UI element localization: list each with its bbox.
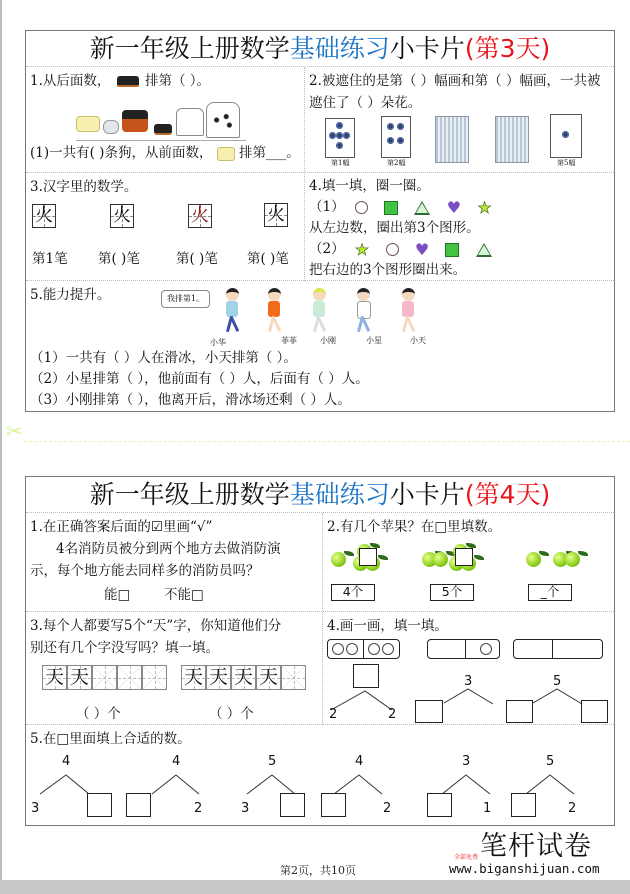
title-day: (第3天) <box>464 34 551 63</box>
speech-bubble: 我排第1。 <box>161 290 210 308</box>
title-mid: 小卡片 <box>389 34 465 63</box>
title-prefix: 新一年级上册数学 <box>89 34 290 63</box>
question-5 <box>26 282 614 412</box>
stroke-label: 第( )笔 <box>247 251 289 267</box>
q5-title: 5.在□里面填上合适的数。 <box>30 731 191 747</box>
stroke-label: 第1笔 <box>32 251 68 267</box>
card-day-3 <box>25 30 615 412</box>
q2-title: 2.有几个苹果？在□里填数。 <box>327 519 502 535</box>
q2-text: 2.被遮住的是第（ ）幅画和第（ ）幅画，一共被遮住了（ ）朵花。 <box>309 73 601 111</box>
apple-icon <box>331 552 346 567</box>
painting-label: 第1幅 <box>331 159 350 167</box>
page-edge <box>0 0 2 880</box>
tree-number: 2 <box>383 801 392 816</box>
tree-number: 3 <box>462 754 471 769</box>
char-box-stroke-2: 火 <box>110 204 134 228</box>
dachshund-icon <box>117 76 139 87</box>
answer-box[interactable] <box>126 793 151 817</box>
char-grid-written: 天 <box>256 665 281 690</box>
char-grid-empty <box>142 665 167 690</box>
card-title <box>26 477 614 513</box>
painting-label: 第2幅 <box>387 159 406 167</box>
kid-name: 小刚 <box>320 336 336 345</box>
scissors-icon: ✂ <box>6 419 23 443</box>
char-grid-written: 天 <box>42 665 67 690</box>
square-icon <box>445 243 459 257</box>
q5-line: （3）小刚排第（ ），他离开后，滑冰场还剩（ ）人。 <box>30 392 351 408</box>
divider <box>26 172 614 173</box>
german-shepherd-icon <box>122 110 148 132</box>
q1-text-b: 排第（ ）。 <box>144 73 211 89</box>
q3-text: 别还有几个字没写吗？填一填。 <box>30 640 219 656</box>
tree-number: 2 <box>388 707 397 722</box>
kid-name: 小天 <box>410 336 426 345</box>
title-day: (第4天) <box>464 480 551 509</box>
shape-row-1: （1） ♥ ★ <box>309 197 492 217</box>
answer-box[interactable] <box>506 700 533 723</box>
card-title <box>26 31 614 67</box>
heart-icon: ♥ <box>414 239 430 259</box>
stroke-label: 第( )笔 <box>98 251 140 267</box>
painting-2 <box>381 116 411 158</box>
painting-1 <box>325 118 355 158</box>
apple-icon <box>565 552 580 567</box>
count-box[interactable]: _个 <box>528 584 572 601</box>
answer-box[interactable] <box>511 793 536 817</box>
question-5 <box>26 726 614 826</box>
yellow-dog-icon <box>217 147 235 161</box>
q1-sub-text: (1)一共有( )条狗，从前面数， <box>30 145 213 161</box>
q4-title: 4.画一画，填一填。 <box>327 618 448 634</box>
question-3 <box>26 613 322 724</box>
triangle-icon <box>476 243 492 257</box>
char-box-stroke-3: 火 <box>188 204 212 228</box>
question-2 <box>305 68 614 172</box>
shape-row-2: （2） ★ ♥ <box>309 239 610 260</box>
brand-url: www.biganshijuan.com <box>449 861 600 876</box>
star-icon: ★ <box>354 239 370 259</box>
char-box-stroke-4: 火 <box>264 203 288 227</box>
title-highlight: 基础练习 <box>289 34 390 63</box>
tree-number: 5 <box>546 754 555 769</box>
stroke-label: 第( )笔 <box>176 251 218 267</box>
char-grid-empty <box>281 665 306 690</box>
tree-number: 5 <box>268 754 277 769</box>
painting-3-covered <box>435 116 469 163</box>
title-mid: 小卡片 <box>389 480 465 509</box>
question-3 <box>26 174 304 280</box>
kid-xiaoxing <box>351 288 375 336</box>
painting-5 <box>550 114 582 158</box>
triangle-icon <box>414 201 430 215</box>
question-1 <box>26 68 304 172</box>
tree-number: 3 <box>31 801 40 816</box>
brand-tag: 全部免费 <box>454 854 479 861</box>
answer-box[interactable] <box>359 548 377 566</box>
kid-name: 菲菲 <box>281 336 297 345</box>
tree-number: 4 <box>172 754 181 769</box>
question-1 <box>26 514 322 611</box>
answer-box[interactable] <box>87 793 112 817</box>
title-prefix: 新一年级上册数学 <box>89 480 290 509</box>
q3-title: 3.汉字里的数学。 <box>30 179 138 195</box>
poodle-icon <box>103 120 119 134</box>
q1-text: 示，每个地方能去同样多的消防员吗？ <box>30 563 260 579</box>
count-box: 4个 <box>331 584 375 601</box>
answer-box[interactable] <box>427 793 452 817</box>
q5-title: 5.能力提升。 <box>30 287 111 303</box>
heart-icon: ♥ <box>446 197 462 217</box>
q4-instruction-2: 把右边的3个图形圈出来。 <box>309 262 467 278</box>
kid-xiaogang <box>307 288 331 336</box>
apple-icon <box>433 552 448 567</box>
kid-feifei <box>262 288 286 336</box>
tree-number: 3 <box>464 674 473 689</box>
tree-number: 5 <box>553 674 562 689</box>
q4-title: 4.填一填，圈一圈。 <box>309 178 430 194</box>
dachshund-icon <box>154 124 172 135</box>
q1-text: 4名消防员被分到两个地方去做消防演 <box>56 541 281 557</box>
char-grid-empty <box>92 665 117 690</box>
apple-icon <box>526 552 541 567</box>
divider <box>26 611 614 612</box>
q3-answer-blank[interactable]: （ ）个 <box>76 706 121 722</box>
square-icon <box>384 201 398 215</box>
greyhound-icon <box>176 108 204 136</box>
tree-number: 4 <box>62 754 71 769</box>
circle-icon <box>386 243 399 256</box>
page-number: 第2页，共10页 <box>280 864 356 877</box>
tree-number: 2 <box>568 801 577 816</box>
answer-box[interactable] <box>455 548 473 566</box>
answer-box[interactable] <box>581 700 608 723</box>
q4-instruction-1: 从左边数，圈出第3个图形。 <box>309 220 480 236</box>
q1-sub-text-b: 排第___。 <box>239 145 300 161</box>
tree-number: 2 <box>194 801 203 816</box>
tree-number: 2 <box>329 707 338 722</box>
char-box-stroke-1: 火 <box>32 204 56 228</box>
question-2 <box>323 514 614 611</box>
q5-line: （2）小星排第（ ），他前面有（ ）人，后面有（ ）人。 <box>30 371 369 387</box>
tree-lines <box>323 613 614 724</box>
card-day-4 <box>25 476 615 826</box>
dogs-row <box>76 102 246 141</box>
kid-name: 小华 <box>210 338 226 347</box>
brand-logo: 笔杆试卷 <box>480 831 592 862</box>
q1-instruction: 1.在正确答案后面的☑里画“√” <box>30 519 213 535</box>
answer-box[interactable] <box>280 793 305 817</box>
q3-answer-blank[interactable]: （ ）个 <box>209 706 254 722</box>
kid-xiaohua <box>220 288 244 336</box>
great-dane-icon <box>206 102 240 138</box>
kid-xiaotian <box>396 288 420 336</box>
tree-number: 1 <box>483 801 492 816</box>
cut-line <box>24 441 630 442</box>
count-box: 5个 <box>430 584 474 601</box>
title-highlight: 基础练习 <box>289 480 390 509</box>
char-grid-written: 天 <box>181 665 206 690</box>
tree-number: 3 <box>241 801 250 816</box>
char-grid-written: 天 <box>231 665 256 690</box>
question-4 <box>305 174 614 280</box>
answer-box[interactable] <box>321 793 346 817</box>
tree-number: 4 <box>355 754 364 769</box>
question-4 <box>323 613 614 724</box>
char-grid-written: 天 <box>67 665 92 690</box>
star-icon: ★ <box>477 197 492 217</box>
answer-box[interactable] <box>415 700 443 723</box>
char-grid-empty <box>117 665 142 690</box>
page-bottom-bar <box>0 880 630 894</box>
option-no-checkbox[interactable]: 不能□ <box>164 587 204 603</box>
painting-label: 第5幅 <box>557 159 576 167</box>
q3-text: 3.每个人都要写5个“天”字，你知道他们分 <box>30 618 282 634</box>
q5-line: （1）一共有（ ）人在滑冰，小天排第（ ）。 <box>30 350 297 366</box>
circle-icon <box>355 201 368 214</box>
option-yes-checkbox[interactable]: 能□ <box>104 587 131 603</box>
painting-4-covered <box>495 116 529 163</box>
yellow-dog-icon <box>76 116 100 132</box>
kid-name: 小星 <box>366 336 382 345</box>
char-grid-written: 天 <box>206 665 231 690</box>
q1-text: 1.从后面数， <box>30 73 111 89</box>
